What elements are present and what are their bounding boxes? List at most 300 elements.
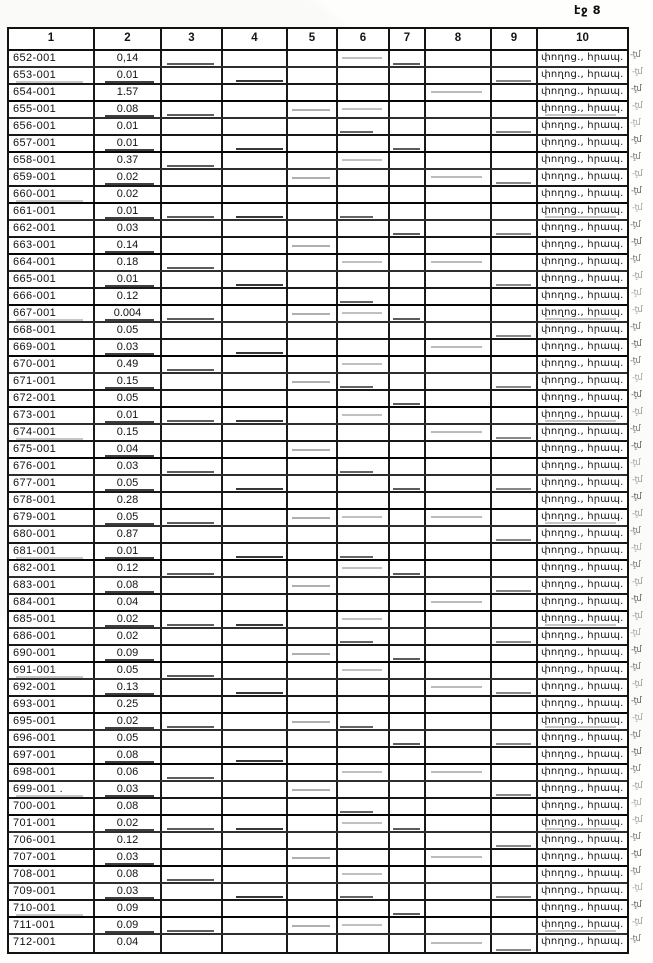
empty-cell [426,221,492,236]
table-row [9,170,627,187]
empty-cell [162,629,223,644]
empty-cell [390,357,426,372]
table-row [9,867,627,884]
parcel-id: 712-001 [9,935,95,952]
empty-cell [223,578,288,593]
land-use-label: փողոց., հրապ. [538,204,627,219]
empty-cell [390,102,426,117]
area-value: 0,14 [95,51,162,66]
bleedthrough-mark: -ţմ [630,764,641,774]
empty-cell [162,680,223,695]
area-value: 0.01 [95,272,162,287]
empty-cell [492,816,538,831]
empty-cell [338,782,390,797]
parcel-id: 678-001 [9,493,95,508]
empty-cell [390,85,426,100]
empty-cell [288,561,338,576]
empty-cell [223,408,288,423]
empty-cell [338,544,390,559]
empty-cell [338,799,390,814]
empty-cell [223,374,288,389]
land-use-label: փողոց., հրապ. [538,357,627,372]
parcel-id: 662-001 [9,221,95,236]
empty-cell [338,884,390,899]
empty-cell [223,187,288,202]
empty-cell [162,136,223,151]
empty-cell [426,493,492,508]
empty-cell [390,425,426,440]
empty-cell [288,663,338,678]
area-value: 0.37 [95,153,162,168]
empty-cell [288,442,338,457]
empty-cell [162,357,223,372]
land-use-label: փողոց., հրապ. [538,527,627,542]
parcel-id: 666-001 [9,289,95,304]
empty-cell [492,918,538,933]
table-row [9,493,627,510]
land-use-label: փողոց., հրապ. [538,544,627,559]
empty-cell [390,272,426,287]
area-value: 0.15 [95,374,162,389]
area-value: 0.18 [95,255,162,270]
empty-cell [390,918,426,933]
empty-cell [338,289,390,304]
empty-cell [492,748,538,763]
empty-cell [223,765,288,780]
bleedthrough-mark: -ţմ [632,373,643,383]
empty-cell [338,629,390,644]
table-row [9,901,627,918]
bleedthrough-mark: -ţմ [630,322,641,332]
empty-cell [426,442,492,457]
empty-cell [338,680,390,695]
empty-cell [162,612,223,627]
table-row [9,289,627,306]
empty-cell [223,748,288,763]
bleedthrough-mark: -ţմ [630,662,641,672]
empty-cell [492,170,538,185]
parcel-id: 701-001 [9,816,95,831]
land-use-label: փողոց., հրապ. [538,646,627,661]
empty-cell [223,204,288,219]
empty-cell [223,221,288,236]
empty-cell [338,748,390,763]
land-use-label: փողոց., հրապ. [538,867,627,882]
empty-cell [492,578,538,593]
table-row [9,51,627,68]
empty-cell [288,272,338,287]
column-header: 10 [576,32,589,44]
empty-cell [338,510,390,525]
bleedthrough-mark: -ţմ [632,577,643,587]
table-row [9,918,627,935]
land-use-label: փողոց., հրապ. [538,408,627,423]
area-value: 0.01 [95,204,162,219]
bleedthrough-mark: -ţմ [632,203,643,213]
bleedthrough-mark: -ţմ [632,781,643,791]
empty-cell [288,357,338,372]
area-value: 0.05 [95,731,162,746]
empty-cell [288,187,338,202]
empty-cell [426,51,492,66]
empty-cell [390,595,426,610]
empty-cell [162,255,223,270]
parcel-id: 695-001 [9,714,95,729]
empty-cell [390,238,426,253]
table-row [9,221,627,238]
bleedthrough-mark: -ţմ [630,50,641,60]
area-value: 0.01 [95,544,162,559]
empty-cell [390,765,426,780]
table-row [9,816,627,833]
area-value: 0.03 [95,782,162,797]
empty-cell [338,850,390,865]
empty-cell [223,561,288,576]
land-use-label: փողոց., հրապ. [538,476,627,491]
land-use-label: փողոց., հրապ. [538,884,627,899]
empty-cell [288,918,338,933]
area-value: 0.14 [95,238,162,253]
empty-cell [390,816,426,831]
empty-cell [390,867,426,882]
empty-cell [338,833,390,848]
empty-cell [223,816,288,831]
empty-cell [338,187,390,202]
empty-cell [338,697,390,712]
empty-cell [223,68,288,83]
empty-cell [162,323,223,338]
empty-cell [288,136,338,151]
empty-cell [492,102,538,117]
land-use-label: փողոց., հրապ. [538,731,627,746]
page-number-label: էջ 8 [574,3,602,17]
empty-cell [223,918,288,933]
empty-cell [492,765,538,780]
empty-cell [492,459,538,474]
area-value: 0.08 [95,867,162,882]
table-row [9,408,627,425]
empty-cell [288,391,338,406]
bleedthrough-mark: -ţմ [631,644,642,656]
bleedthrough-mark: -ţմ [631,746,642,758]
empty-cell [338,663,390,678]
table-row [9,629,627,646]
empty-cell [288,527,338,542]
area-value: 0.15 [95,425,162,440]
empty-cell [338,391,390,406]
data-table [7,27,629,954]
bleedthrough-marks [630,47,652,948]
empty-cell [223,85,288,100]
empty-cell [492,867,538,882]
land-use-label: փողոց., հրապ. [538,238,627,253]
parcel-id: 663-001 [9,238,95,253]
land-use-label: փողոց., հրապ. [538,782,627,797]
empty-cell [288,102,338,117]
table-row [9,204,627,221]
parcel-id: 672-001 [9,391,95,406]
empty-cell [390,374,426,389]
table-row [9,646,627,663]
land-use-label: փողոց., հրապ. [538,374,627,389]
empty-cell [288,629,338,644]
empty-cell [390,187,426,202]
land-use-label: փողոց., հրապ. [538,323,627,338]
empty-cell [492,714,538,729]
table-row [9,323,627,340]
empty-cell [426,306,492,321]
parcel-id: 668-001 [9,323,95,338]
empty-cell [223,510,288,525]
table-row [9,136,627,153]
table-row [9,357,627,374]
empty-cell [288,85,338,100]
bleedthrough-mark: -ţմ [632,101,643,111]
empty-cell [492,391,538,406]
empty-cell [390,731,426,746]
empty-cell [162,153,223,168]
bleedthrough-mark: -ţմ [630,458,641,468]
empty-cell [390,901,426,916]
empty-cell [288,680,338,695]
empty-cell [390,136,426,151]
table-row [9,714,627,731]
empty-cell [338,612,390,627]
column-header: 4 [223,29,288,49]
empty-cell [288,833,338,848]
table-row [9,680,627,697]
empty-cell [492,629,538,644]
land-use-label: փողոց., հրապ. [538,289,627,304]
land-use-label: փողոց., հրապ. [538,595,627,610]
empty-cell [390,476,426,491]
empty-cell [288,799,338,814]
parcel-id: 654-001 [9,85,95,100]
empty-cell [426,816,492,831]
empty-cell [288,170,338,185]
land-use-label: փողոց., հրապ. [538,510,627,525]
parcel-id: 664-001 [9,255,95,270]
land-use-label: փողոց., հրապ. [538,51,627,66]
empty-cell [288,595,338,610]
empty-cell [492,510,538,525]
empty-cell [426,612,492,627]
empty-cell [492,136,538,151]
empty-cell [338,918,390,933]
empty-cell [223,425,288,440]
empty-cell [338,204,390,219]
land-use-label: փողոց., հրապ. [538,85,627,100]
empty-cell [338,493,390,508]
empty-cell [223,442,288,457]
empty-cell [492,323,538,338]
empty-cell [162,663,223,678]
empty-cell [338,323,390,338]
empty-cell [288,867,338,882]
empty-cell [426,238,492,253]
empty-cell [338,85,390,100]
empty-cell [492,493,538,508]
bleedthrough-mark: -ţմ [631,899,642,911]
empty-cell [492,306,538,321]
empty-cell [492,425,538,440]
empty-cell [492,476,538,491]
empty-cell [223,357,288,372]
parcel-id: 669-001 [9,340,95,355]
empty-cell [162,493,223,508]
empty-cell [390,646,426,661]
empty-cell [426,85,492,100]
bleedthrough-mark: -ţմ [631,491,642,503]
empty-cell [426,136,492,151]
empty-cell [426,374,492,389]
empty-cell [426,340,492,355]
empty-cell [492,884,538,899]
empty-cell [426,663,492,678]
empty-cell [162,935,223,952]
parcel-id: 711-001 [9,918,95,933]
empty-cell [288,425,338,440]
parcel-id: 686-001 [9,629,95,644]
empty-cell [492,782,538,797]
empty-cell [162,765,223,780]
empty-cell [288,612,338,627]
empty-cell [426,408,492,423]
parcel-id: 690-001 [9,646,95,661]
empty-cell [338,153,390,168]
empty-cell [426,833,492,848]
column-header: 6 [338,29,390,49]
empty-cell [288,340,338,355]
empty-cell [162,459,223,474]
land-use-label: փողոց., հրապ. [538,459,627,474]
empty-cell [492,272,538,287]
empty-cell [492,595,538,610]
empty-cell [162,697,223,712]
empty-cell [288,748,338,763]
parcel-id: 656-001 [9,119,95,134]
table-row [9,442,627,459]
area-value: 0.004 [95,306,162,321]
empty-cell [162,391,223,406]
bleedthrough-mark: -ţմ [630,526,641,536]
bleedthrough-mark: -ţմ [630,424,641,434]
empty-cell [223,595,288,610]
land-use-label: փողոց., հրապ. [538,935,627,952]
empty-cell [223,935,288,952]
empty-cell [288,119,338,134]
empty-cell [338,595,390,610]
bleedthrough-mark: -ţմ [630,356,641,366]
empty-cell [288,544,338,559]
empty-cell [492,544,538,559]
area-value: 0.12 [95,561,162,576]
empty-cell [426,918,492,933]
area-value: 0.28 [95,493,162,508]
empty-cell [390,391,426,406]
empty-cell [338,119,390,134]
bleedthrough-mark: -ţմ [632,67,643,77]
bleedthrough-mark: -ţմ [630,220,641,230]
area-value: 0.03 [95,459,162,474]
empty-cell [223,255,288,270]
empty-cell [492,833,538,848]
parcel-id: 673-001 [9,408,95,423]
empty-cell [390,340,426,355]
land-use-label: փողոց., հրապ. [538,561,627,576]
empty-cell [492,408,538,423]
empty-cell [288,221,338,236]
parcel-id: 675-001 [9,442,95,457]
bleedthrough-mark: -ţմ [632,475,643,485]
empty-cell [223,119,288,134]
empty-cell [288,850,338,865]
area-value: 0.02 [95,187,162,202]
table-row [9,459,627,476]
empty-cell [492,697,538,712]
empty-cell [223,612,288,627]
empty-cell [390,884,426,899]
area-value: 0.13 [95,680,162,695]
empty-cell [288,255,338,270]
parcel-id: 657-001 [9,136,95,151]
bleedthrough-mark: -ţմ [630,832,641,842]
empty-cell [223,289,288,304]
parcel-id: 653-001 [9,68,95,83]
column-header: 1 [9,29,95,49]
empty-cell [426,544,492,559]
table-row [9,782,627,799]
empty-cell [426,697,492,712]
empty-cell [223,527,288,542]
empty-cell [390,663,426,678]
bleedthrough-mark: -ţմ [632,407,643,417]
parcel-id: 692-001 [9,680,95,695]
empty-cell [162,408,223,423]
empty-cell [492,663,538,678]
empty-cell [162,748,223,763]
area-value: 0.03 [95,884,162,899]
table-row [9,578,627,595]
empty-cell [338,374,390,389]
table-row [9,884,627,901]
table-row [9,595,627,612]
empty-cell [338,425,390,440]
parcel-id: 709-001 [9,884,95,899]
empty-cell [288,697,338,712]
bleedthrough-mark: -ţմ [631,185,642,197]
empty-cell [223,476,288,491]
empty-cell [338,561,390,576]
empty-cell [162,833,223,848]
empty-cell [390,833,426,848]
empty-cell [223,544,288,559]
empty-cell [288,646,338,661]
empty-cell [492,680,538,695]
bleedthrough-mark: -ţմ [631,287,642,299]
empty-cell [223,102,288,117]
bleedthrough-mark: -ţմ [630,118,641,128]
area-value: 0.08 [95,799,162,814]
empty-cell [288,289,338,304]
column-header: 8 [426,29,492,49]
empty-cell [390,289,426,304]
parcel-id: 681-001 [9,544,95,559]
table-row [9,510,627,527]
empty-cell [338,102,390,117]
empty-cell [288,765,338,780]
empty-cell [338,646,390,661]
